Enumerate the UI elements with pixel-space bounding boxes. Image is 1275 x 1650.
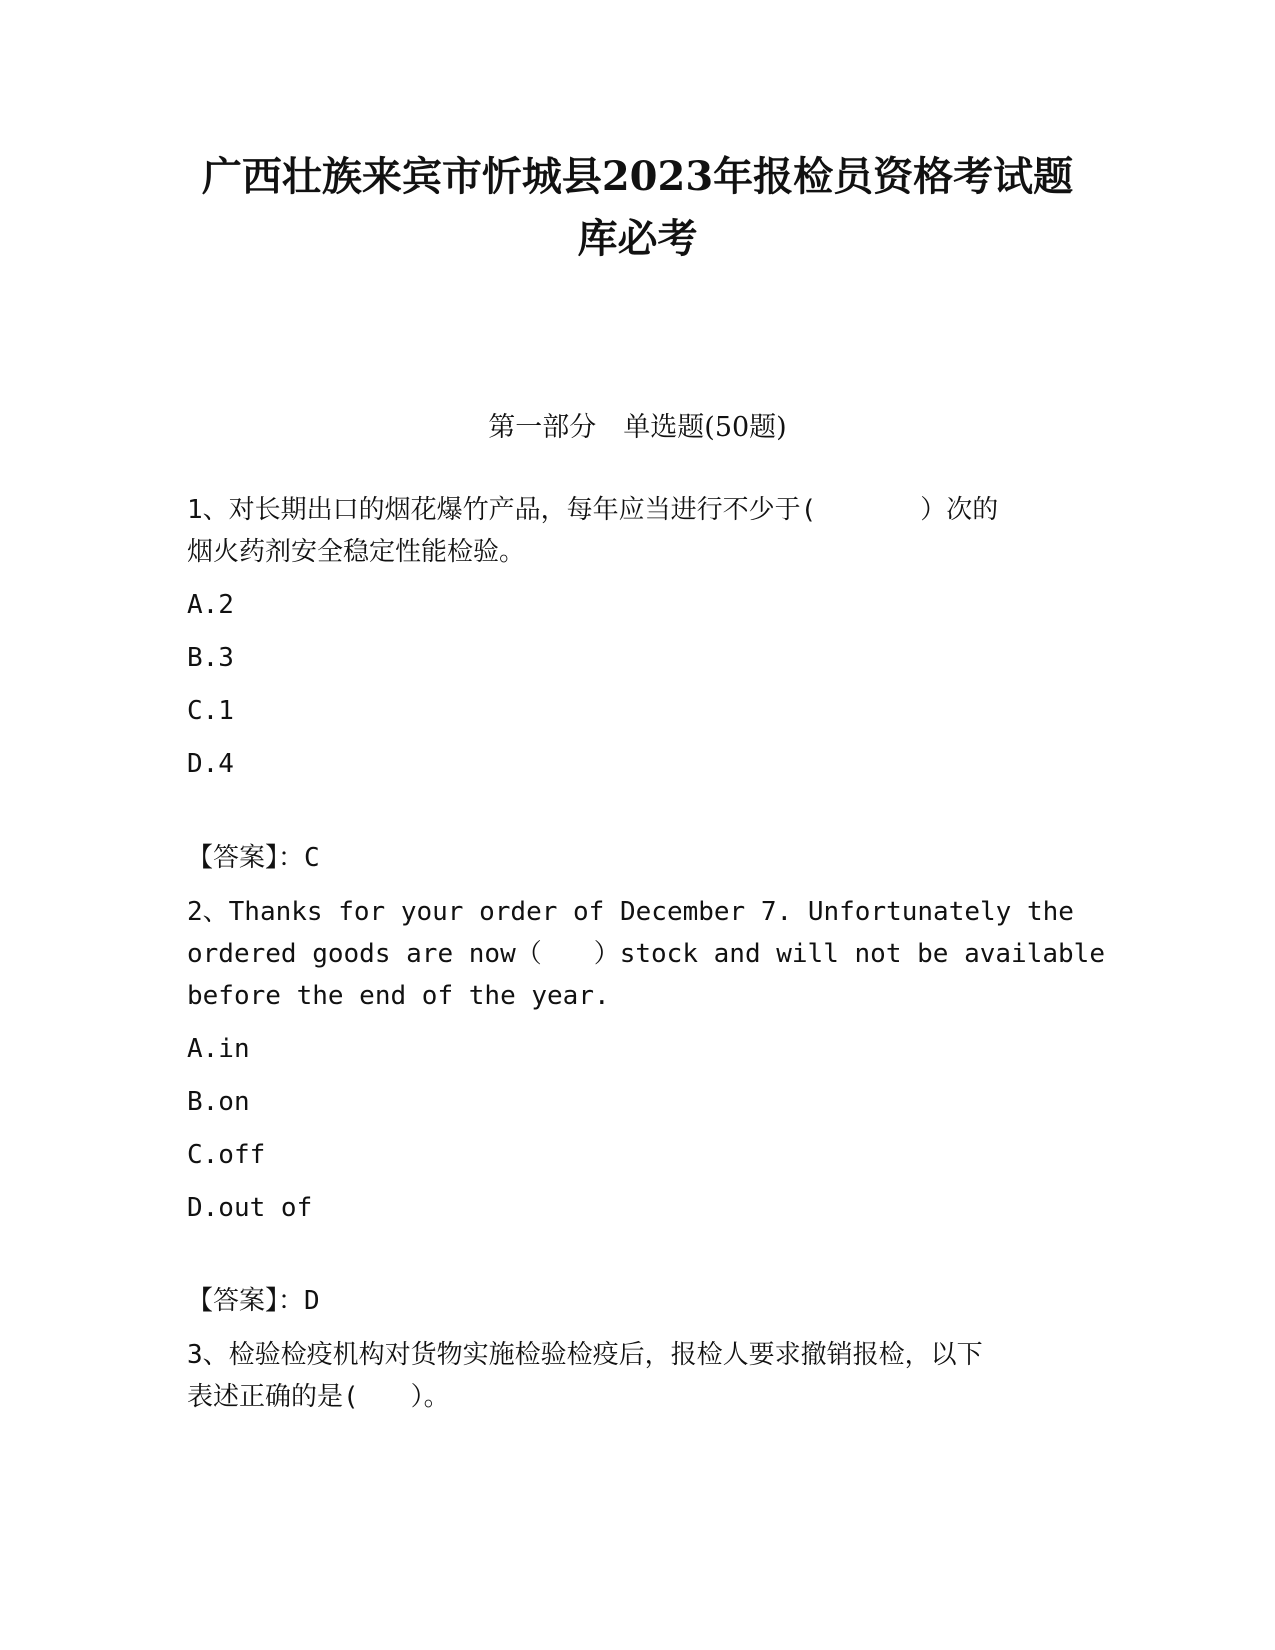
question-2-line-2: ordered goods are now（ ）stock and will not be available xyxy=(187,939,1105,969)
question-1-option-d: D.4 xyxy=(187,749,234,779)
question-1-line-2: 烟火药剂安全稳定性能检验。 xyxy=(187,537,526,567)
section-heading: 第一部分 单选题(50题) xyxy=(488,412,787,443)
question-1-option-a: A.2 xyxy=(187,590,234,620)
title-line-2: 库必考 xyxy=(577,215,698,262)
title-line-1: 广西壮族来宾市忻城县2023年报检员资格考试题 xyxy=(201,153,1074,200)
question-2-answer: 【答案】：D xyxy=(187,1286,320,1316)
question-1-option-b: B.3 xyxy=(187,643,234,673)
question-1-line-1: 1、对长期出口的烟花爆竹产品，每年应当进行不少于( ）次的 xyxy=(187,495,999,525)
question-2-option-c: C.off xyxy=(187,1140,266,1170)
question-2-line-1: 2、Thanks for your order of December 7. Unfortunately the xyxy=(187,897,1074,927)
question-1-option-c: C.1 xyxy=(187,696,234,726)
question-2-option-a: A.in xyxy=(187,1034,250,1064)
question-1-answer: 【答案】：C xyxy=(187,843,320,873)
question-3-line-1: 3、检验检疫机构对货物实施检验检疫后，报检人要求撤销报检，以下 xyxy=(187,1340,983,1370)
question-3-line-2: 表述正确的是( ）。 xyxy=(187,1382,450,1412)
question-2-option-b: B.on xyxy=(187,1087,250,1117)
document-title xyxy=(140,146,1135,270)
question-2-option-d: D.out of xyxy=(187,1193,313,1223)
question-2-line-3: before the end of the year. xyxy=(187,981,610,1011)
